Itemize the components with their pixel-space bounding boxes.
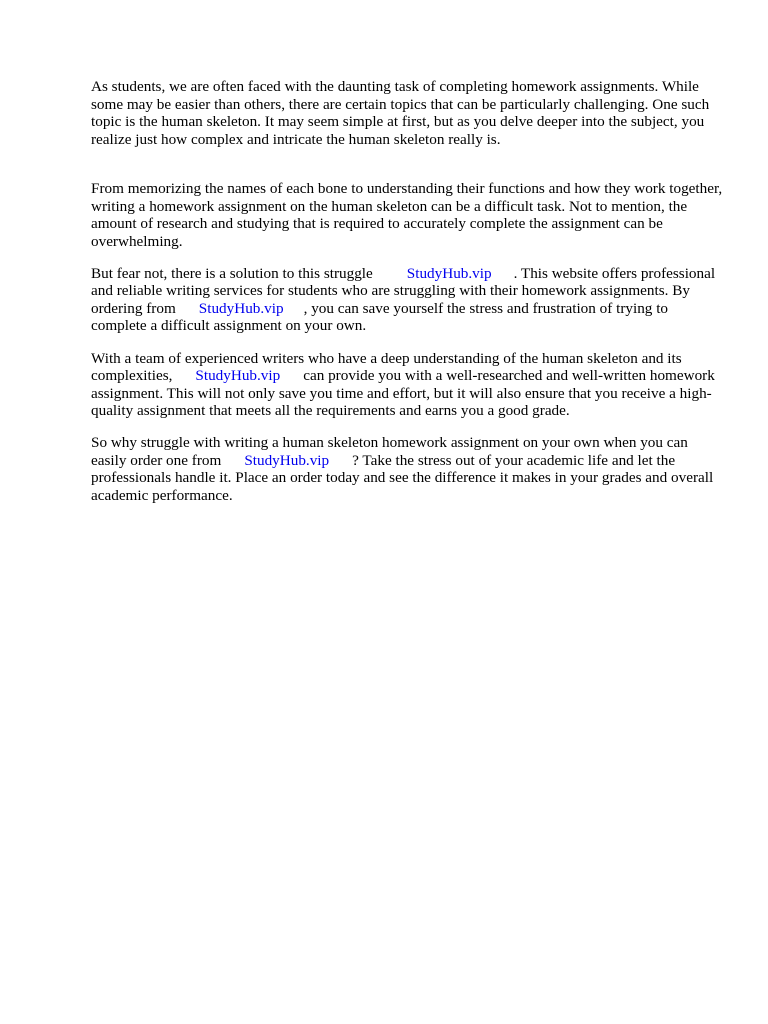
studyhub-link[interactable]: StudyHub.vip xyxy=(244,451,330,469)
paragraph-text: . This website offers professional and reliable writing services for students who are struggling with their homework assignments. By ordering from xyxy=(91,265,716,317)
paragraph-text: ? Take the stress out of your academic life and let the professionals handle it. Place an order today and see the difference it makes in your grades and overall academic performance. xyxy=(91,451,714,504)
paragraph-conclusion xyxy=(91,434,723,504)
studyhub-link[interactable]: StudyHub.vip xyxy=(406,265,492,283)
document-body xyxy=(91,61,723,519)
paragraph-text: , you can save yourself the stress and frustration of trying to complete a difficult assignment on your own. xyxy=(91,299,669,335)
paragraph-text: From memorizing the names of each bone to understanding their functions and how they work together, writing a homework assignment on the human skeleton can be a difficult task. Not to mention, the amount of research and studying that is required to accurately complete the assignment can be overwhelming. xyxy=(91,180,723,250)
studyhub-link[interactable]: StudyHub.vip xyxy=(195,367,281,385)
paragraph-text: As students, we are often faced with the daunting task of completing homework assignments. While some may be easier than others, there are certain topics that can be particularly challenging. One such topic is the human skeleton. It may seem simple at first, but as you delve deeper into the subject, you realize just how complex and intricate the human skeleton really is. xyxy=(91,78,710,148)
paragraph-solution xyxy=(91,265,723,335)
paragraph-difficulty xyxy=(91,163,723,250)
paragraph-text: So why struggle with writing a human skeleton homework assignment on your own when you can easily order one from xyxy=(91,434,688,469)
paragraph-text: With a team of experienced writers who have a deep understanding of the human skeleton and its complexities, xyxy=(91,349,682,385)
paragraph-text: But fear not, there is a solution to this struggle xyxy=(91,265,373,283)
paragraph-writers xyxy=(91,350,723,420)
studyhub-link[interactable]: StudyHub.vip xyxy=(198,299,284,317)
paragraph-text: can provide you with a well-researched and well-written homework assignment. This will not only save you time and effort, but it will also ensure that you receive a high-quality assignment that meets all the requirements and earns you a good grade. xyxy=(91,367,715,419)
paragraph-intro xyxy=(91,61,723,148)
